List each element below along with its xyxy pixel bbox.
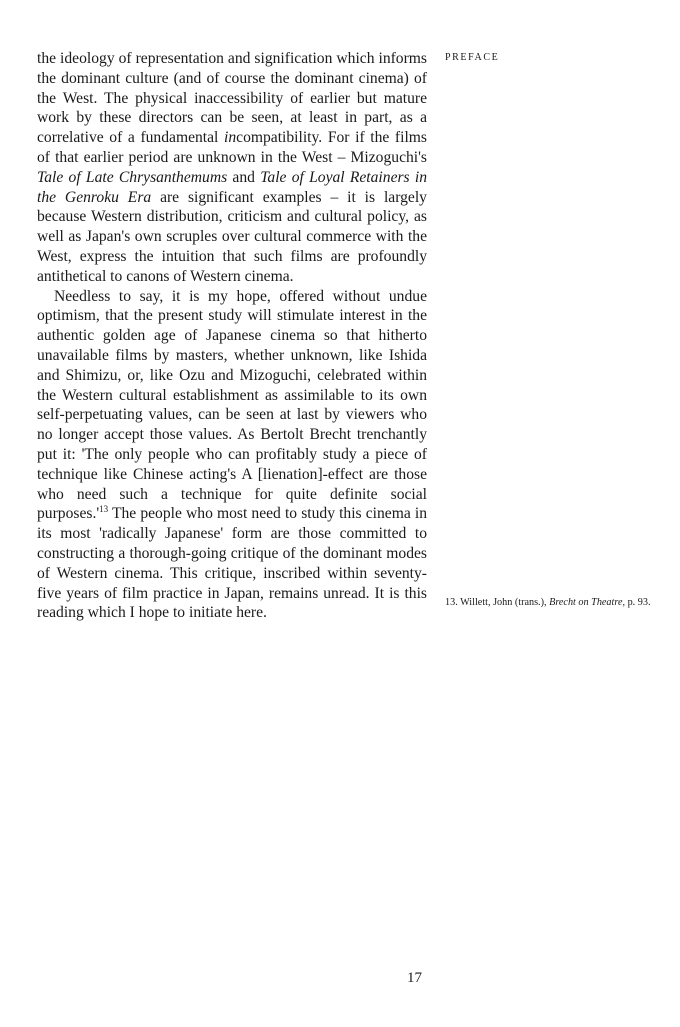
body-text — [37, 49, 427, 623]
page-number: 17 — [407, 970, 422, 986]
text-run: p. 93. — [625, 597, 651, 608]
text-run: are significant examples – it is largely because Western distribution, criticism and cultural policy, as well as Japan's own scruples over cultural commerce with the West, express the intuition that such films are profoundly antithetical to canons of Western cinema. — [37, 188, 427, 285]
italic-run: Brecht on Theatre, — [549, 597, 626, 608]
text-run: Needless to say, it is my hope, offered without undue optimism, that the present study will stimulate interest in the authentic golden age of Japanese cinema so that hitherto unavailable films by masters, whether unknown, like Ishida and Shimizu, or, like Ozu and Mizoguchi, celebrated within the Western cultural establishment as assimilable to its own self-perpetuating values, can be seen at last by viewers who no longer accept those values. As Bertolt Brecht trenchantly put it: 'The only people who can profitably study a piece of technique like Chinese acting's A [lienation]-effect are those who need such a technique for quite definite social purposes.' — [37, 287, 427, 523]
text-run: The people who most need to study this cinema in its most 'radically Japanese' form are those committed to constructing a thorough-going critique of the dominant modes of Western cinema. This critique, inscribed within seventy-five years of film practice in Japan, remains unread. It is this reading which I hope to initiate here. — [37, 505, 427, 622]
text-run: and — [227, 168, 261, 186]
paragraph-2 — [37, 287, 427, 624]
text-run: the ideology of representation and signification which informs the dominant culture (and of course the dominant cinema) of the West. The physical inaccessibility of earlier but mature work by these directors can be seen, at least in part, as a correlative of a fundamental — [37, 50, 427, 147]
text-run: 13. Willett, John (trans.), — [445, 597, 550, 608]
italic-run: Tale of Late Chrysanthemums — [37, 168, 228, 186]
italic-run: in — [224, 129, 237, 147]
italic-run: Tale of Loyal Retainers in the Genroku Era — [37, 168, 427, 206]
footnote-marker: 13 — [99, 504, 109, 515]
text-run: compatibility. For if the films of that earlier period are unknown in the West – Mizoguchi's — [37, 129, 427, 166]
paragraph-1 — [37, 49, 427, 287]
running-head: PREFACE — [445, 52, 500, 63]
footnote-13 — [445, 596, 675, 610]
